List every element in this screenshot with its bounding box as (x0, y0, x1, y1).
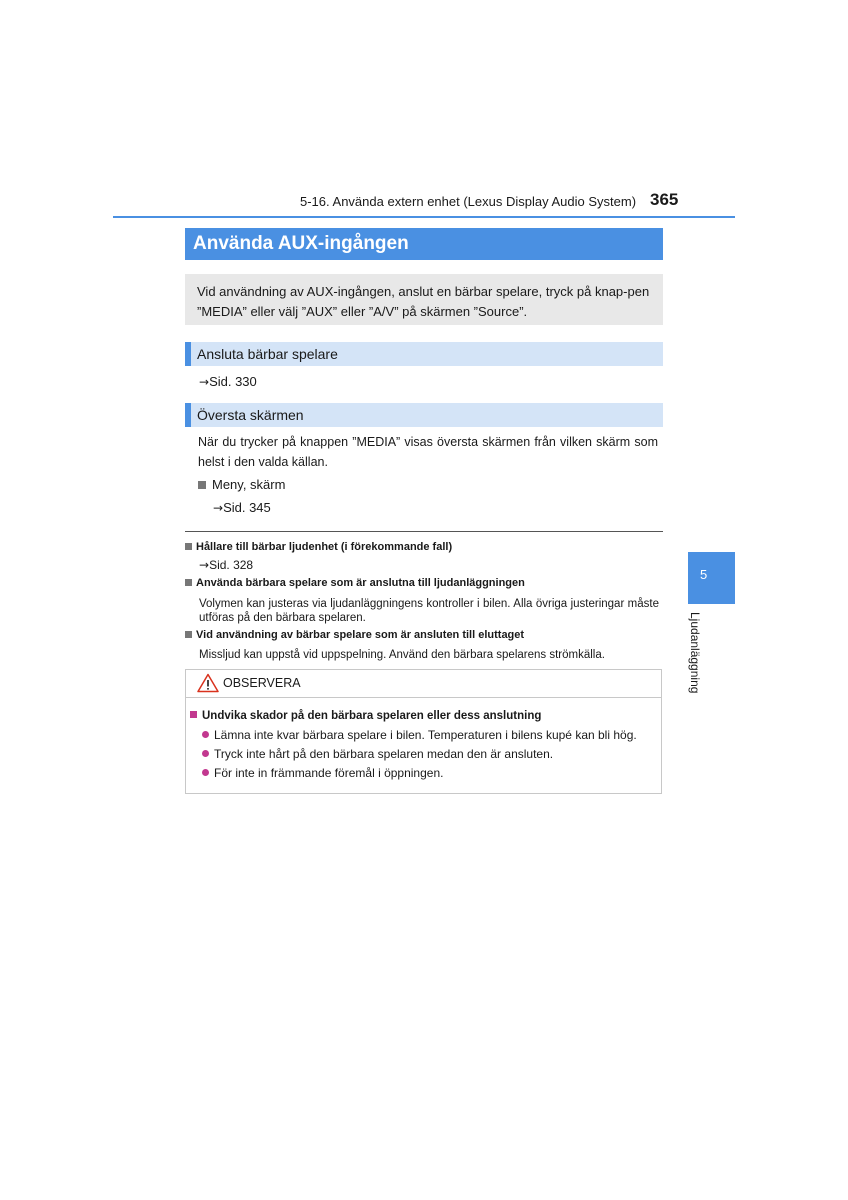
round-bullet-icon (202, 769, 209, 776)
page-title: Använda AUX-ingången (193, 233, 409, 254)
caution-item (202, 747, 553, 761)
caution-item (202, 728, 637, 742)
chapter-tab (688, 552, 735, 604)
note-power-outlet (185, 629, 524, 641)
caution-item-text: För inte in främmande föremål i öppningen. (214, 766, 444, 780)
note-connected-players-heading: Använda bärbara spelare som är anslutna till ljudanläggningen (196, 577, 525, 589)
round-bullet-icon (202, 750, 209, 757)
menu-page-reference-text: Sid. 345 (223, 500, 271, 515)
caution-item-text: Lämna inte kvar bärbara spelare i bilen. Temperaturen i bilens kupé kan bli hög. (214, 728, 637, 742)
warning-triangle-icon (197, 673, 219, 693)
page-title-bar (185, 228, 663, 260)
chapter-side-label-text: Ljudanläggning (688, 612, 702, 694)
arrow-right-icon: → (199, 375, 210, 389)
chapter-header: 5-16. Använda extern enhet (Lexus Display Audio System) (300, 194, 637, 209)
note-power-outlet-heading: Vid användning av bärbar spelare som är ansluten till eluttaget (196, 629, 525, 641)
section-body-text: När du trycker på knappen ”MEDIA” visas översta skärmen från vilken skärm som helst i den valda källan. (198, 435, 658, 469)
menu-item (198, 477, 285, 492)
caution-header (186, 670, 661, 698)
note-holder-reference (199, 558, 253, 572)
section-heading-top-screen (185, 403, 663, 427)
note-holder (185, 541, 452, 553)
square-bullet-icon (190, 711, 197, 718)
intro-text: Vid användning av AUX-ingången, anslut en bärbar spelare, tryck på knap-pen ”MEDIA” eller välj ”AUX” eller ”A/V” på skärmen ”Source”. (197, 284, 650, 319)
section-heading-connect (185, 342, 663, 366)
note-holder-heading: Hållare till bärbar ljudenhet (i förekommande fall) (196, 541, 453, 553)
note-connected-players-body (199, 597, 659, 625)
caution-label: OBSERVERA (223, 676, 301, 690)
chapter-tab-number: 5 (700, 567, 708, 582)
section-heading-connect-label: Ansluta bärbar spelare (197, 346, 338, 362)
arrow-right-icon: → (199, 558, 210, 572)
chapter-side-label (688, 612, 714, 722)
caution-box (185, 669, 662, 794)
arrow-right-icon: → (213, 501, 224, 515)
note-connected-players (185, 577, 525, 589)
page-reference (199, 374, 257, 389)
caution-title-text: Undvika skador på den bärbara spelaren eller dess anslutning (202, 710, 542, 722)
round-bullet-icon (202, 731, 209, 738)
note-power-outlet-text: Missljud kan uppstå vid uppspelning. Använd den bärbara spelarens strömkälla. (199, 649, 605, 661)
page-reference-text: Sid. 330 (209, 374, 257, 389)
header-rule (113, 216, 735, 218)
notes-divider (185, 531, 663, 532)
square-bullet-icon (185, 631, 192, 638)
menu-item-label: Meny, skärm (212, 477, 286, 492)
square-bullet-icon (185, 543, 192, 550)
square-bullet-icon (198, 481, 206, 489)
square-bullet-icon (185, 579, 192, 586)
caution-title (190, 710, 541, 722)
caution-item-text: Tryck inte hårt på den bärbara spelaren medan den är ansluten. (214, 747, 554, 761)
page-number: 365 (650, 190, 679, 209)
section-body (198, 432, 658, 472)
caution-item (202, 766, 443, 780)
intro-box (185, 274, 663, 325)
note-power-outlet-body (199, 648, 659, 662)
menu-page-reference (213, 500, 271, 515)
note-holder-reference-text: Sid. 328 (209, 558, 254, 572)
section-heading-top-screen-label: Översta skärmen (197, 407, 304, 423)
note-connected-players-text: Volymen kan justeras via ljudanläggningens kontroller i bilen. Alla övriga justeringar måste utföras på den bärbara spelaren. (199, 598, 659, 624)
